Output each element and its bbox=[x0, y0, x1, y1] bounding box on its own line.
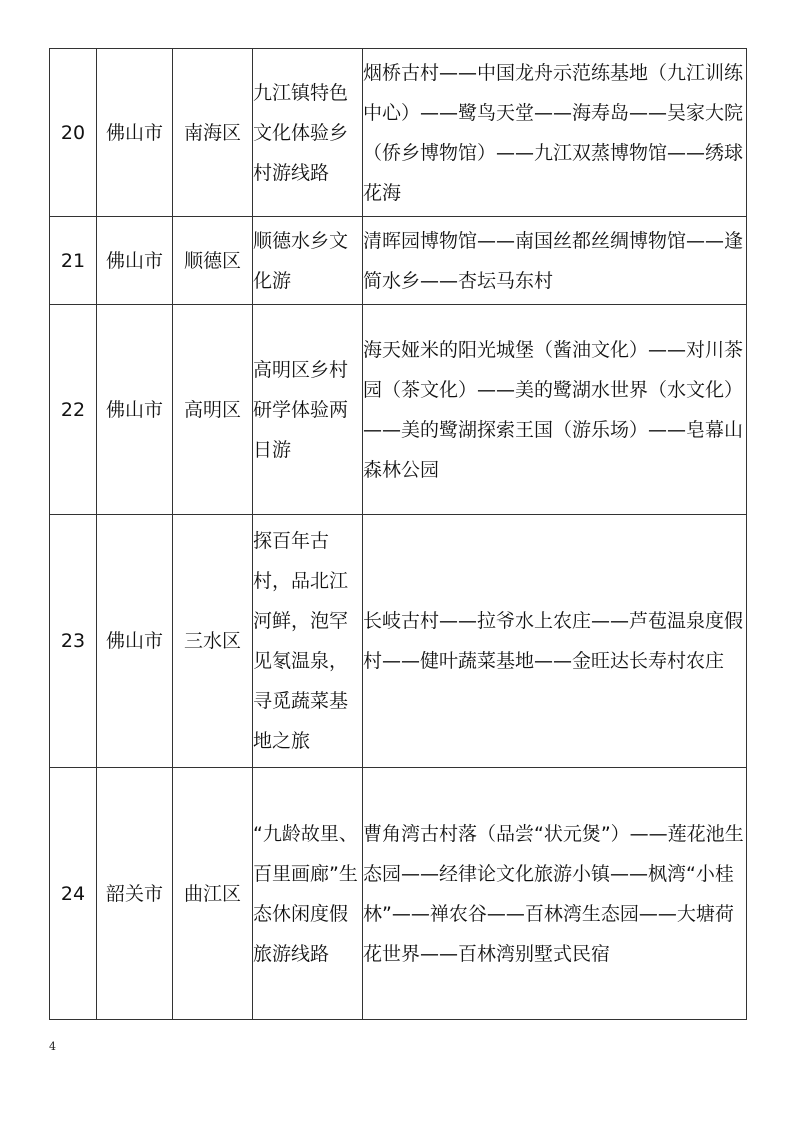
route-stops-cell bbox=[363, 49, 747, 217]
routes-table bbox=[49, 48, 747, 1020]
row-number: 20 bbox=[50, 49, 97, 217]
district-cell: 南海区 bbox=[173, 49, 253, 217]
route-name-cell bbox=[253, 305, 363, 515]
route-stops-cell bbox=[363, 305, 747, 515]
route-name-text: 顺德水乡文化游 bbox=[253, 229, 349, 292]
city-cell: 佛山市 bbox=[97, 515, 173, 768]
route-name-text: 九江镇特色文化体验乡村游线路 bbox=[253, 81, 349, 184]
page-number: 4 bbox=[49, 1040, 56, 1053]
district-cell: 高明区 bbox=[173, 305, 253, 515]
table-row bbox=[50, 49, 747, 217]
city-cell: 佛山市 bbox=[97, 217, 173, 305]
table-row bbox=[50, 217, 747, 305]
row-number: 21 bbox=[50, 217, 97, 305]
row-number: 23 bbox=[50, 515, 97, 768]
row-number: 22 bbox=[50, 305, 97, 515]
route-name-cell bbox=[253, 49, 363, 217]
city-cell: 佛山市 bbox=[97, 49, 173, 217]
route-stops-text: 烟桥古村——中国龙舟示范练基地（九江训练中心）——鹭鸟天堂——海寿岛——吴家大院（侨乡博物馆）——九江双蒸博物馆——绣球花海 bbox=[363, 61, 744, 204]
city-cell: 佛山市 bbox=[97, 305, 173, 515]
district-cell: 三水区 bbox=[173, 515, 253, 768]
route-stops-cell bbox=[363, 217, 747, 305]
district-cell: 曲江区 bbox=[173, 768, 253, 1020]
table-row bbox=[50, 768, 747, 1020]
route-name-text: 探百年古村，品北江河鲜，泡罕见氡温泉，寻觅蔬菜基地之旅 bbox=[253, 530, 349, 752]
row-number: 24 bbox=[50, 768, 97, 1020]
table-row bbox=[50, 305, 747, 515]
route-stops-cell bbox=[363, 768, 747, 1020]
route-name-text: “九龄故里、百里画廊”生态休闲度假旅游线路 bbox=[253, 822, 358, 965]
city-cell: 韶关市 bbox=[97, 768, 173, 1020]
route-stops-text: 清晖园博物馆——南国丝都丝绸博物馆——逢简水乡——杏坛马东村 bbox=[363, 229, 744, 292]
route-name-text: 高明区乡村研学体验两日游 bbox=[253, 358, 349, 461]
route-stops-text: 长岐古村——拉爷水上农庄——芦苞温泉度假村——健叶蔬菜基地——金旺达长寿村农庄 bbox=[363, 610, 744, 672]
route-stops-cell bbox=[363, 515, 747, 768]
route-name-cell bbox=[253, 515, 363, 768]
route-stops-text: 曹角湾古村落（品尝“状元煲”）——莲花池生态园——经律论文化旅游小镇——枫湾“小桂林”——禅农谷——百林湾生态园——大塘荷花世界——百林湾别墅式民宿 bbox=[363, 822, 744, 965]
district-cell: 顺德区 bbox=[173, 217, 253, 305]
route-name-cell bbox=[253, 768, 363, 1020]
route-stops-text: 海天娅米的阳光城堡（酱油文化）——对川茶园（茶文化）——美的鹭湖水世界（水文化）——美的鹭湖探索王国（游乐场）——皂幕山森林公园 bbox=[363, 338, 744, 481]
route-name-cell bbox=[253, 217, 363, 305]
table-row bbox=[50, 515, 747, 768]
